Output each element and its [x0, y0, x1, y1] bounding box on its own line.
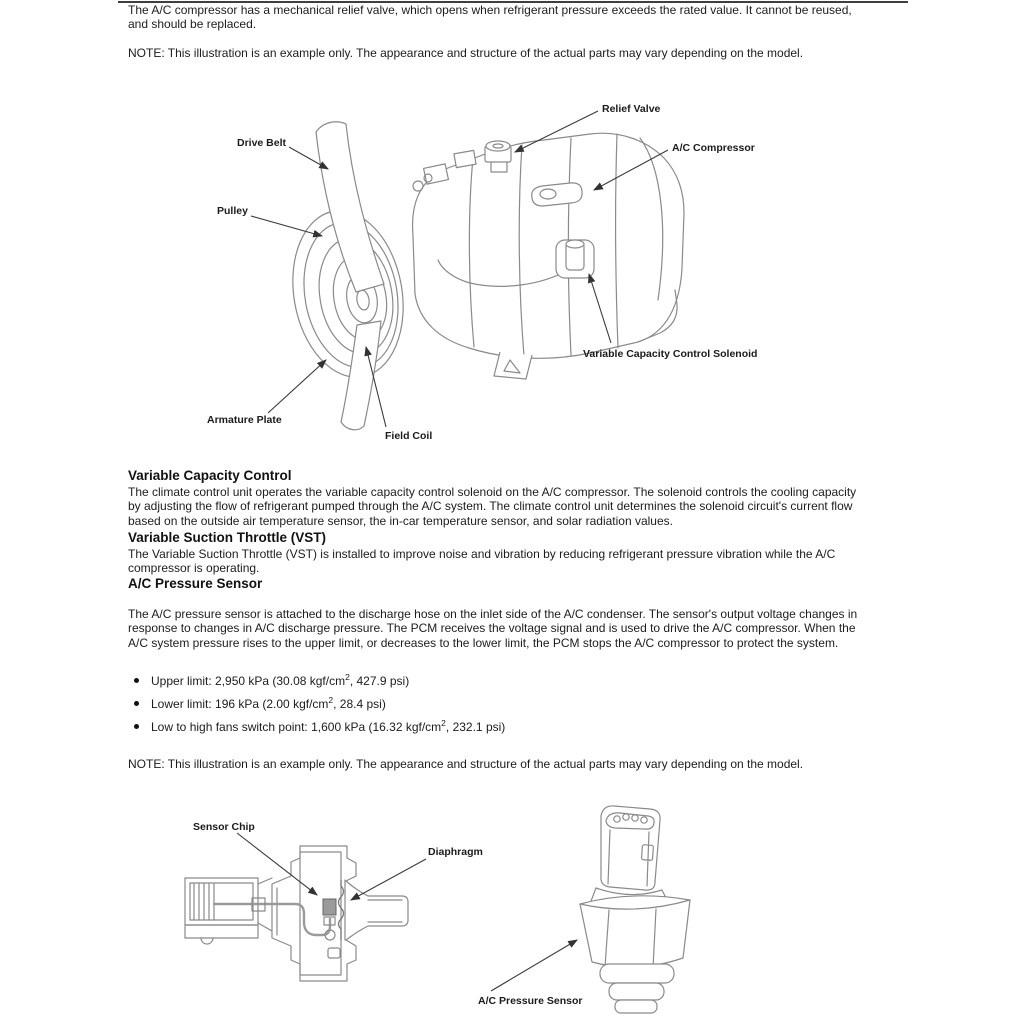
label-field-coil: Field Coil: [385, 430, 433, 442]
label-diaphragm: Diaphragm: [428, 846, 483, 858]
intro-paragraph: The A/C compressor has a mechanical relief valve, which opens when refrigerant pressure exceeds the rated value. It cannot be reused, and should be replaced.: [128, 3, 852, 32]
label-relief-valve: Relief Valve: [602, 103, 661, 115]
superscript: 2: [345, 672, 350, 682]
list-item: [134, 720, 754, 743]
fan-switch-point-text: Low to high fans switch point: 1,600 kPa (16.32 kgf/cm: [151, 720, 442, 734]
leader-diaphragm: [351, 859, 426, 900]
compressor-line-art: [280, 122, 684, 430]
section-body-variable-capacity-control: The climate control unit operates the variable capacity control solenoid on the A/C compressor. The solenoid controls the cooling capacity by adjusting the flow of refrigerant pumped through the A/C system. The climate control unit determines the solenoid circuit's current flow based on the outside air temperature sensor, the in-car temperature sensor, and solar radiation values.: [128, 485, 857, 528]
pressure-limit-list: [134, 674, 754, 743]
list-item: [134, 674, 754, 697]
leader-ac-pressure-sensor: [491, 940, 577, 991]
section-heading-variable-suction-throttle: Variable Suction Throttle (VST): [128, 530, 327, 545]
compressor-illustration: [170, 90, 830, 465]
bullet-icon: [134, 678, 139, 683]
pressure-sensor-illustration: [150, 788, 870, 1024]
section-heading-variable-capacity-control: Variable Capacity Control: [128, 468, 292, 483]
superscript: 2: [328, 695, 334, 705]
superscript: 2: [441, 718, 446, 728]
label-drive-belt: Drive Belt: [237, 137, 287, 149]
label-pulley: Pulley: [217, 205, 248, 217]
section-body-ac-pressure-sensor: The A/C pressure sensor is attached to the discharge hose on the inlet side of the A/C condenser. The sensor's output voltage changes in response to changes in A/C discharge pressure. The PCM receives the voltage signal and is used to drive the A/C compressor. When the A/C system pressure rises to the upper limit, or decreases to the lower limit, the PCM stops the A/C compressor to protect the system.: [128, 607, 858, 650]
fan-switch-point-tail: , 232.1 psi): [445, 720, 506, 734]
bullet-icon: [134, 724, 139, 729]
sensor-3d-art: [580, 806, 690, 1013]
label-armature-plate: Armature Plate: [207, 414, 282, 426]
sensor-cross-section-art: [185, 846, 408, 981]
section-body-variable-suction-throttle: The Variable Suction Throttle (VST) is installed to improve noise and vibration by reducing refrigerant pressure vibration while the A/C compressor is operating.: [128, 547, 836, 576]
label-vcc-solenoid: Variable Capacity Control Solenoid: [583, 348, 758, 360]
note-top: NOTE: This illustration is an example only. The appearance and structure of the actual parts may vary depending on the model.: [128, 46, 804, 60]
upper-limit-tail: , 427.9 psi): [349, 674, 410, 688]
note-bottom: NOTE: This illustration is an example only. The appearance and structure of the actual parts may vary depending on the model.: [128, 757, 804, 771]
leader-armature-plate: [268, 360, 326, 413]
list-item: [134, 697, 754, 720]
label-ac-pressure-sensor: A/C Pressure Sensor: [478, 995, 583, 1007]
lower-limit-tail: , 28.4 psi): [333, 697, 386, 711]
section-heading-ac-pressure-sensor: A/C Pressure Sensor: [128, 576, 263, 591]
upper-limit-text: Upper limit: 2,950 kPa (30.08 kgf/cm: [151, 674, 346, 688]
label-sensor-chip: Sensor Chip: [193, 821, 255, 833]
label-ac-compressor: A/C Compressor: [672, 142, 755, 154]
lower-limit-text: Lower limit: 196 kPa (2.00 kgf/cm: [151, 697, 329, 711]
bullet-icon: [134, 701, 139, 706]
